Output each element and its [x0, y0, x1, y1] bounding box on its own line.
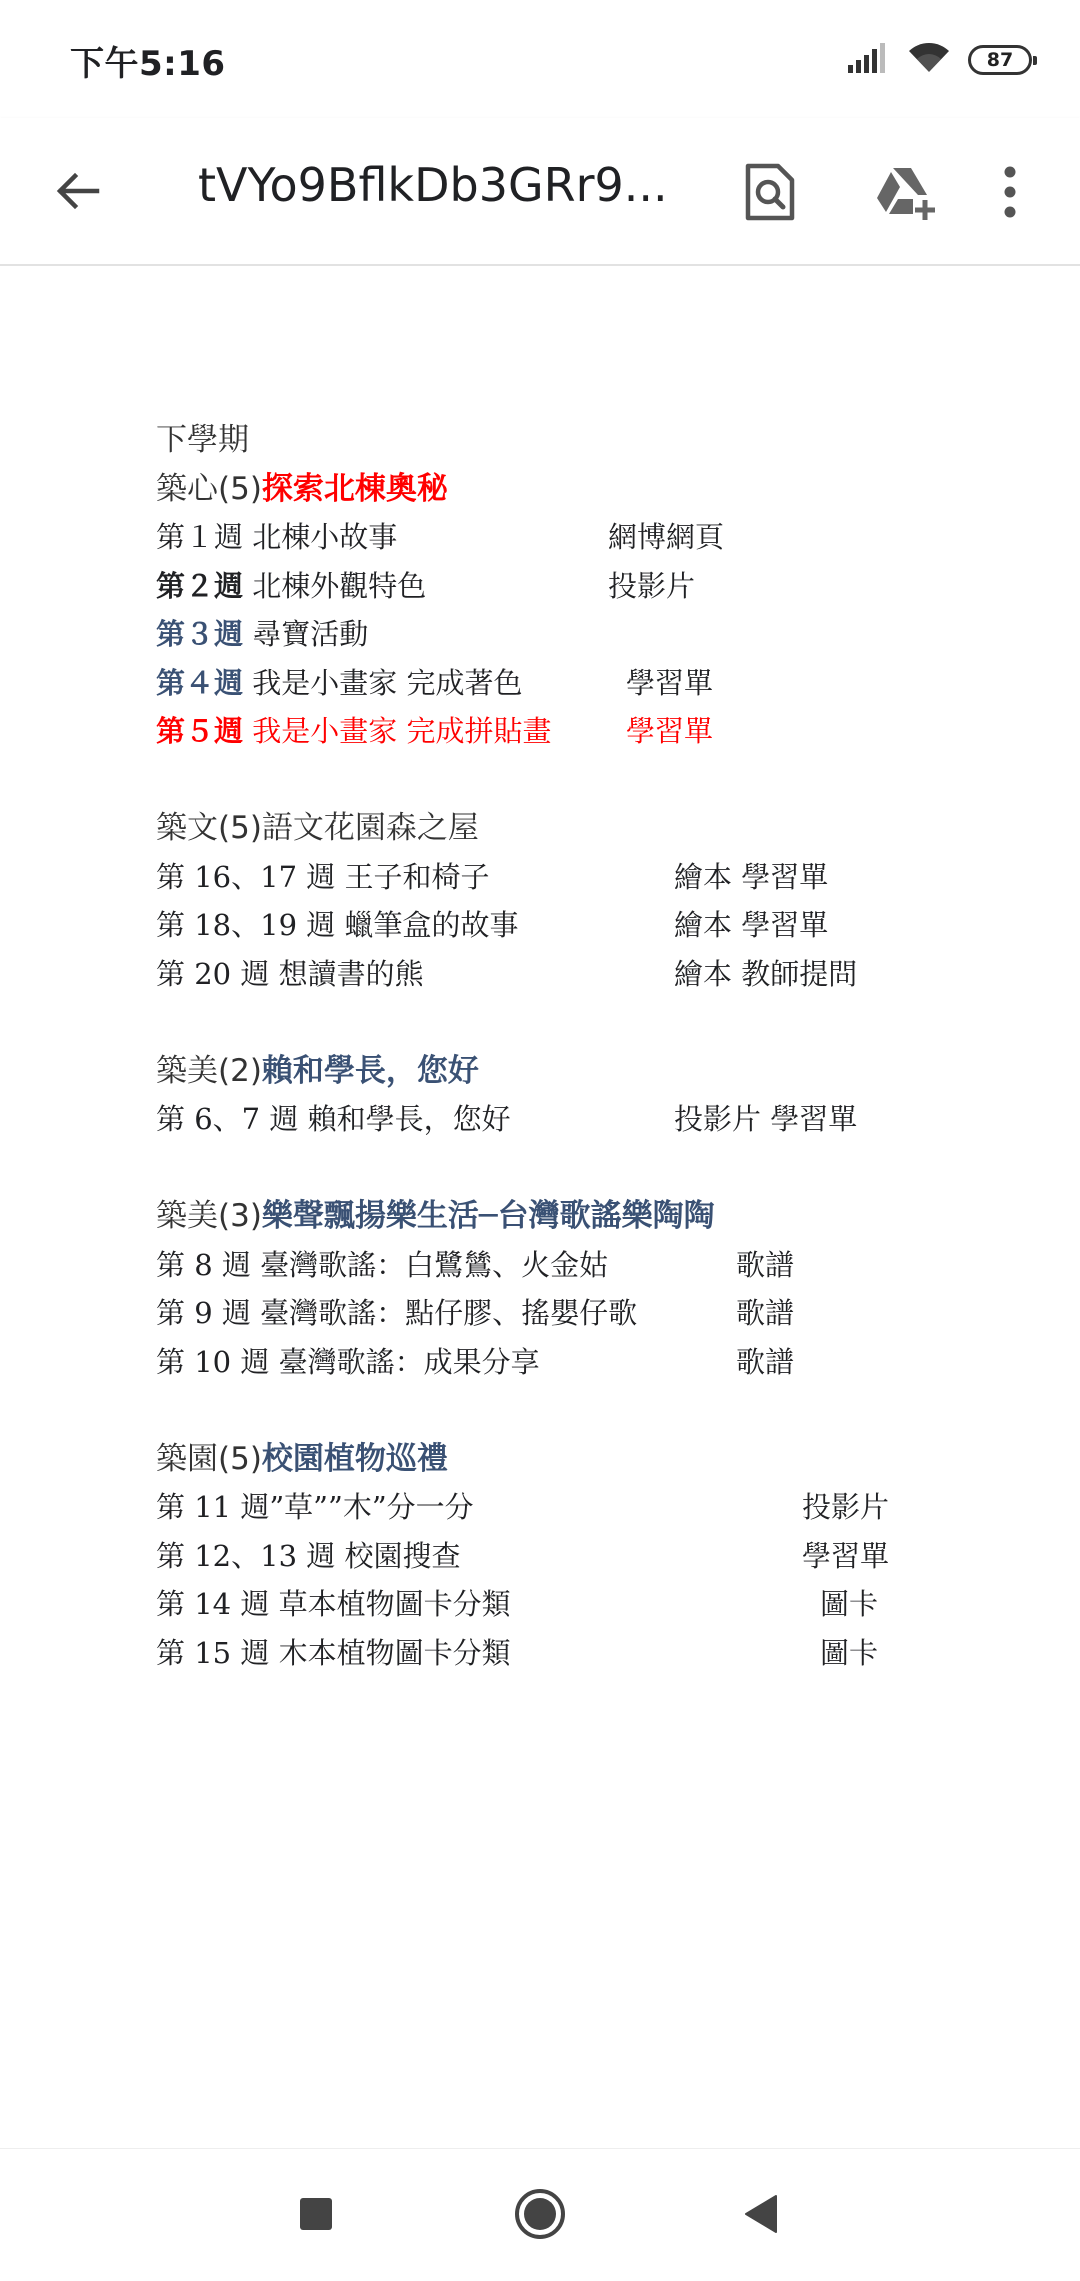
week-row [156, 1289, 976, 1338]
week-resource: 學習單 [802, 1538, 890, 1573]
section-heading [156, 1192, 976, 1241]
week-row [156, 562, 976, 611]
week-activity: 北棟小故事 [252, 520, 398, 554]
week-activity: 校園搜查 [344, 1538, 461, 1573]
spacer [156, 756, 976, 805]
week-row [156, 853, 976, 902]
recents-square-icon[interactable] [276, 2179, 356, 2249]
signal-icon [848, 43, 890, 77]
app-bar [0, 118, 1080, 266]
week-row [156, 1580, 976, 1629]
week-activity: 蠟筆盒的故事 [344, 908, 519, 942]
week-resource: 圖卡 [820, 1587, 879, 1621]
week-resource: 歌譜 [736, 1247, 795, 1282]
week-label: 第 8 週 [156, 1247, 251, 1282]
section-prefix: 築心(5) [156, 470, 262, 507]
week-row [156, 707, 976, 756]
section-heading [156, 1047, 976, 1096]
week-label: 第 11 週”草””木”分一分 [156, 1490, 474, 1524]
week-label: 第５週 [156, 714, 244, 748]
week-resource: 歌譜 [736, 1296, 795, 1330]
section-heading [156, 1435, 976, 1484]
week-label: 第 12、13 週 [156, 1538, 336, 1573]
week-label: 第 6、7 週 [156, 1102, 299, 1136]
document-title: tVYo9BflkDb3GRr9... [198, 158, 668, 212]
spacer [156, 1144, 976, 1193]
week-resource: 網博網頁 [608, 520, 725, 554]
spacer [156, 1386, 976, 1435]
week-activity: 臺灣歌謠：白鷺鷥、火金姑 [260, 1247, 609, 1282]
week-activity: 北棟外觀特色 [252, 568, 427, 603]
week-resource: 歌譜 [736, 1344, 795, 1379]
week-row [156, 1241, 976, 1290]
week-row [156, 1095, 976, 1144]
document-page [156, 416, 976, 1677]
week-activity: 臺灣歌謠：成果分享 [278, 1344, 540, 1379]
week-label: 第４週 [156, 665, 244, 700]
week-resource: 投影片 [802, 1490, 890, 1524]
week-row [156, 1338, 976, 1387]
section-title: 探索北棟奧秘 [261, 470, 448, 507]
week-activity: 我是小畫家 完成著色 [252, 665, 523, 700]
week-resource: 繪本 教師提問 [674, 956, 858, 991]
week-label: 第 15 週 [156, 1635, 270, 1670]
week-row [156, 1483, 976, 1532]
status-icons [848, 38, 1032, 82]
section-title: 校園植物巡禮 [261, 1440, 448, 1477]
navigation-bar [0, 2148, 1080, 2281]
week-resource: 繪本 學習單 [674, 859, 829, 894]
week-row [156, 513, 976, 562]
week-resource: 學習單 [626, 714, 714, 748]
section-prefix: 築美(3) [156, 1198, 262, 1234]
more-vert-icon[interactable] [982, 154, 1038, 230]
week-activity: 賴和學長，您好 [307, 1102, 511, 1136]
week-row [156, 659, 976, 708]
week-resource: 繪本 學習單 [674, 908, 829, 942]
section-title: 樂聲飄揚樂生活─台灣歌謠樂陶陶 [261, 1198, 715, 1234]
week-activity: 我是小畫家 完成拼貼畫 [252, 714, 552, 748]
week-label: 第３週 [156, 617, 244, 651]
wifi-icon [908, 42, 950, 78]
week-row [156, 610, 976, 659]
drive-add-icon[interactable] [866, 154, 946, 230]
section-prefix: 築文(5) [156, 810, 262, 846]
week-row [156, 901, 976, 950]
semester-heading: 下學期 [156, 422, 249, 458]
section-title: 賴和學長，您好 [261, 1052, 479, 1089]
document-viewer[interactable] [0, 266, 1080, 2146]
week-resource: 學習單 [626, 665, 714, 700]
back-triangle-icon[interactable] [720, 2179, 800, 2249]
week-label: 第 9 週 [156, 1296, 251, 1330]
battery-level: 87 [986, 49, 1014, 71]
section-prefix: 築園(5) [156, 1440, 262, 1477]
week-row [156, 1532, 976, 1581]
week-label: 第 16、17 週 [156, 859, 336, 894]
back-arrow-icon[interactable] [46, 160, 108, 222]
week-activity: 王子和椅子 [344, 859, 490, 894]
week-row [156, 1629, 976, 1678]
week-activity: 尋寶活動 [252, 617, 369, 651]
section-title: 語文花園森之屋 [261, 810, 479, 846]
week-resource: 投影片 [608, 568, 696, 603]
home-circle-icon[interactable] [500, 2179, 580, 2249]
status-bar [0, 0, 1080, 118]
week-resource: 圖卡 [820, 1635, 879, 1670]
doc-search-icon[interactable] [732, 154, 808, 230]
week-activity: 木本植物圖卡分類 [278, 1635, 511, 1670]
week-label: 第２週 [156, 568, 244, 603]
spacer [156, 998, 976, 1047]
week-label: 第 18、19 週 [156, 908, 336, 942]
week-label: 第 10 週 [156, 1344, 270, 1379]
section-prefix: 築美(2) [156, 1052, 262, 1089]
section-heading [156, 465, 976, 514]
battery-icon [968, 45, 1032, 75]
week-activity: 臺灣歌謠：點仔膠、搖嬰仔歌 [260, 1296, 638, 1330]
week-label: 第 20 週 [156, 956, 270, 991]
week-resource: 投影片 學習單 [674, 1102, 858, 1136]
week-label: 第１週 [156, 520, 244, 554]
week-label: 第 14 週 [156, 1587, 270, 1621]
section-heading [156, 804, 976, 853]
week-row [156, 950, 976, 999]
week-activity: 草本植物圖卡分類 [278, 1587, 511, 1621]
week-activity: 想讀書的熊 [278, 956, 424, 991]
status-time: 下午5:16 [70, 44, 226, 84]
